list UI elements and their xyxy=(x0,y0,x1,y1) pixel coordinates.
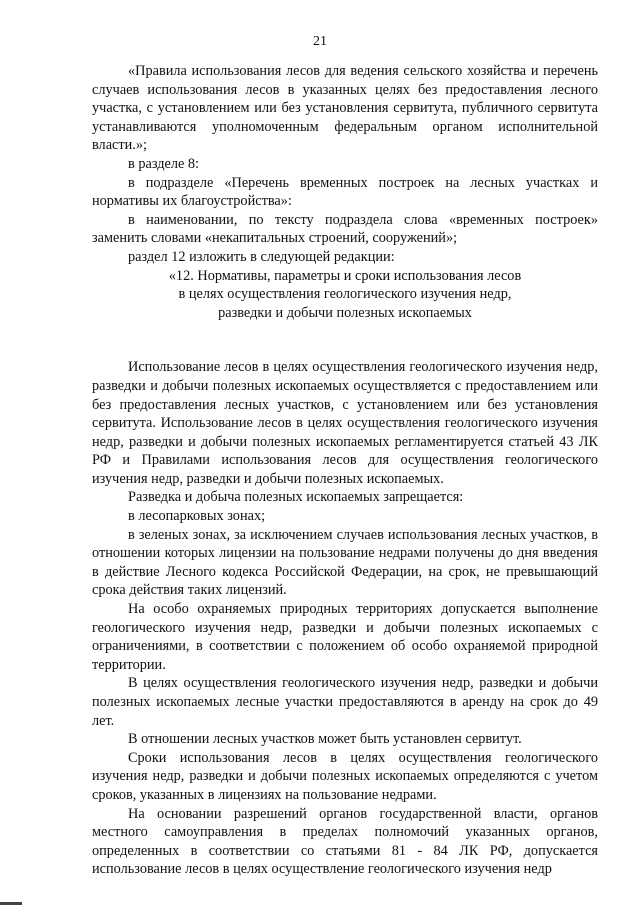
document-body xyxy=(92,62,598,879)
section-heading-line: «12. Нормативы, параметры и сроки использования лесов xyxy=(168,267,522,284)
section-heading-line: в целях осуществления геологического изучения недр, xyxy=(178,286,512,303)
paragraph: На основании разрешений органов государственной власти, органов местного самоуправления в пределах полномочий указанных органов, определенных в соответствии со статьями 81 - 84 ЛК РФ, допускается использование лесов в целях осуществление геологического изучения недр xyxy=(92,805,598,878)
paragraph: раздел 12 изложить в следующей редакции: xyxy=(128,248,395,265)
paragraph: в разделе 8: xyxy=(128,155,200,172)
paragraph: На особо охраняемых природных территориях допускается выполнение геологического изучения недр, разведки и добычи полезных ископаемых с ограничениями, в соответствии с положением об особо охраняемой природной территории. xyxy=(92,601,598,673)
section-heading-line: разведки и добычи полезных ископаемых xyxy=(218,304,472,321)
paragraph: «Правила использования лесов для ведения сельского хозяйства и перечень случаев использования лесов в указанных целях без предоставления лесного участка, с установлением или без установления сервитута, публичного сервитута устанавливаются уполномоченным федеральным органом исполнительной власти.»; xyxy=(92,63,598,154)
spacer xyxy=(92,322,598,340)
paragraph: в наименовании, по тексту подраздела слова «временных построек» заменить словами «некапитальных строений, сооружений»; xyxy=(92,211,598,247)
paragraph: В отношении лесных участков может быть установлен сервитут. xyxy=(128,731,522,748)
paragraph: Сроки использования лесов в целях осуществления геологического изучения недр, разведки и добычи полезных ископаемых определяются с учетом сроков, указанных в лицензиях на пользование недрами. xyxy=(92,749,598,803)
paragraph: В целях осуществления геологического изучения недр, разведки и добычи полезных ископаемых лесные участки предоставляются в аренду на срок до 49 лет. xyxy=(92,675,598,729)
paragraph: в зеленых зонах, за исключением случаев использования лесных участков, в отношении которых лицензии на пользование недрами получены до дня введения в действие Лесного кодекса Российской Федерации, на срок, не превышающий срока действия таких лицензий. xyxy=(92,526,598,599)
paragraph: Использование лесов в целях осуществления геологического изучения недр, разведки и добычи полезных ископаемых осуществляется с предоставлением или без предоставления лесных участков, с установлением или без установления сервитута. Использование лесов в целях осуществления геологического изучения недр, разведки и добычи полезных ископаемых регламентируется статьей 43 ЛК РФ и Правилами использования лесов для осуществления геологического изучения недр, разведки и добычи полезных ископаемых. xyxy=(92,359,598,487)
paragraph: Разведка и добыча полезных ископаемых запрещается: xyxy=(128,489,464,506)
paragraph: в подразделе «Перечень временных построек на лесных участках и нормативы их благоустройства»: xyxy=(92,174,598,210)
paragraph: в лесопарковых зонах; xyxy=(128,508,266,525)
page-number: 21 xyxy=(313,34,327,49)
spacer xyxy=(92,340,598,358)
